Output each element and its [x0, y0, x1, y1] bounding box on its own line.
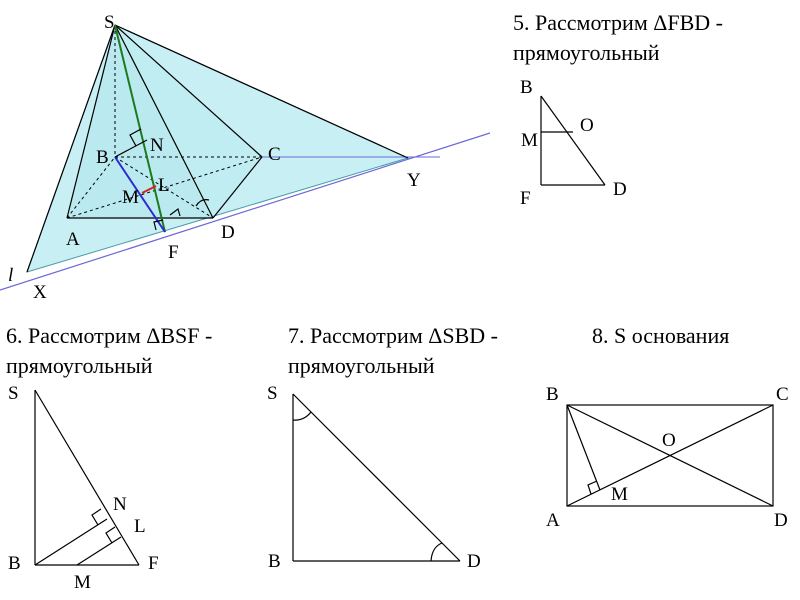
step6-label-n: N [113, 494, 127, 515]
step6-right-angle-l [106, 527, 115, 543]
step5-label-d: D [613, 179, 627, 200]
step8-label-m: M [611, 484, 628, 505]
step6-title-line1: 6. Рассмотрим ΔBSF - [6, 323, 213, 348]
label-a: A [66, 229, 80, 250]
step8-label-c: C [776, 384, 789, 405]
step6-right-angle-n [92, 509, 101, 525]
label-m: M [122, 187, 139, 208]
label-x: X [33, 282, 47, 303]
step5-label-f: F [520, 188, 531, 209]
step6-panel [6, 323, 212, 593]
step8-height-bm [567, 405, 600, 490]
step8-title: 8. S основания [592, 323, 730, 348]
step5-label-m: M [521, 130, 538, 151]
step8-label-d: D [774, 510, 788, 531]
label-l: L [158, 175, 170, 196]
step7-label-d: D [467, 551, 481, 572]
step7-hyp-sd [293, 394, 460, 561]
step5-label-o: O [580, 115, 594, 136]
step6-label-b: B [8, 553, 21, 574]
step6-title-line2: прямоугольный [6, 353, 153, 378]
step6-label-m: M [74, 572, 91, 593]
main-figure [0, 12, 490, 303]
step8-label-a: A [546, 510, 560, 531]
step5-title-line1: 5. Рассмотрим ΔFBD - [513, 10, 724, 35]
step6-hyp-sf [35, 390, 139, 565]
step6-segment-ml [77, 537, 121, 565]
step6-segment-bn [35, 519, 107, 565]
label-d: D [221, 222, 235, 243]
step8-panel [546, 323, 789, 531]
step7-label-b: B [268, 551, 281, 572]
step6-label-l: L [134, 516, 146, 537]
step7-title-line1: 7. Рассмотрим ΔSBD - [288, 323, 499, 348]
label-s: S [104, 12, 115, 33]
step5-panel [513, 10, 723, 209]
step6-label-f: F [148, 553, 159, 574]
label-c: C [268, 144, 281, 165]
step7-panel [267, 323, 498, 572]
label-y: Y [407, 170, 421, 191]
label-n: N [150, 135, 164, 156]
step8-label-b: B [546, 384, 559, 405]
step7-label-s: S [267, 383, 278, 404]
label-b: B [96, 147, 109, 168]
label-f: F [168, 242, 179, 263]
step8-label-o: O [662, 430, 676, 451]
step7-angle-arc-s [293, 412, 311, 420]
label-l-line: l [8, 265, 14, 286]
step7-angle-arc-d [431, 543, 442, 561]
step7-title-line2: прямоугольный [288, 353, 435, 378]
step6-label-s: S [8, 383, 19, 404]
step5-label-b: B [520, 77, 533, 98]
step5-hyp-bd [541, 96, 605, 185]
step5-title-line2: прямоугольный [513, 40, 660, 65]
